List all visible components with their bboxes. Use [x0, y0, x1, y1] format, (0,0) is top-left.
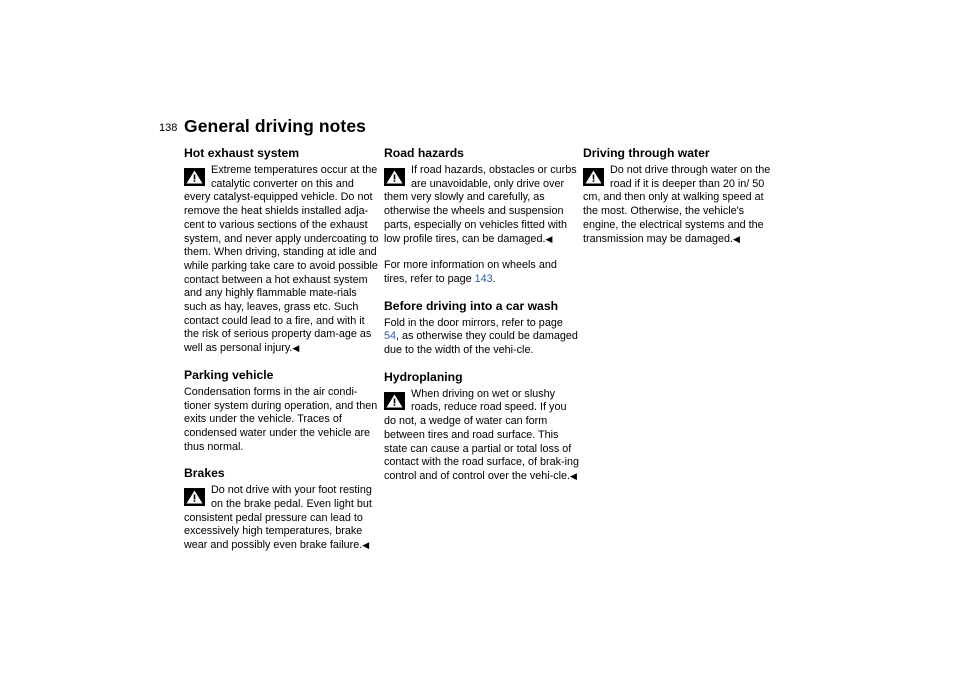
end-mark: ◀ [570, 470, 577, 481]
section-road-hazards [384, 146, 580, 287]
page-link-143[interactable]: 143 [474, 272, 493, 285]
heading-parking: Parking vehicle [184, 367, 274, 382]
warning-icon [384, 392, 405, 410]
heading-hot-exhaust: Hot exhaust system [184, 146, 300, 160]
end-mark: ◀ [362, 540, 370, 551]
end-mark: ◀ [545, 233, 553, 244]
warning-icon [384, 168, 405, 186]
column-left [184, 146, 380, 565]
warning-icon [184, 168, 205, 186]
section-hot-exhaust [184, 146, 380, 356]
text-parking: Condensation forms in the air condi-tioner system during operation, and then exits under the vehicle. Traces of condensed water under the vehicle are thus normal. [184, 385, 378, 453]
text-water: Do not drive through water on the road if it is deeper than 20 in/ 50 cm, and then only at walking speed at the most. Otherwise, the vehicle's engine, the electrical systems and the transmission may be damaged. [583, 164, 771, 245]
page-link-54[interactable]: 54 [384, 330, 397, 343]
text-car-wash [384, 317, 580, 358]
warning-hot-exhaust [184, 164, 380, 356]
text-road-hazards: If road hazards, obstacles or curbs are unavoidable, only drive over them very slowly and carefully, as otherwise the wheels and suspension parts, especially on vehicles fitted with low profile tires, can be damaged. [384, 164, 577, 245]
car-wash-suffix: , as otherwise they could be damaged due to the width of the vehi-cle. [384, 330, 578, 357]
warning-brakes [184, 484, 380, 553]
section-hydroplaning [384, 370, 580, 484]
page-number: 138 [159, 122, 178, 134]
car-wash-prefix: Fold in the door mirrors, refer to page [384, 316, 563, 329]
warning-icon [583, 168, 604, 186]
wheels-info-prefix: For more information on wheels and tires, refer to page [384, 259, 557, 285]
heading-road-hazards: Road hazards [384, 146, 464, 160]
page-title: General driving notes [184, 116, 367, 136]
section-water [583, 146, 779, 246]
heading-hydroplaning: Hydroplaning [384, 369, 463, 384]
text-wheels-info [384, 259, 580, 286]
warning-road-hazards [384, 164, 580, 246]
wheels-info-suffix: . [492, 272, 496, 285]
column-right [583, 146, 779, 258]
warning-icon [184, 488, 205, 506]
end-mark: ◀ [292, 343, 300, 354]
heading-water: Driving through water [583, 146, 710, 160]
section-brakes [184, 466, 380, 553]
heading-brakes: Brakes [184, 466, 225, 481]
text-brakes: Do not drive with your foot resting on the brake pedal. Even light but consistent pedal pressure can lead to excessively high temperatures, brake wear and possibly even brake failure. [184, 484, 372, 552]
column-middle [384, 146, 580, 496]
text-hot-exhaust: Extreme temperatures occur at the catalytic converter on this and every catalyst-equipped vehicle. Do not remove the heat shields installed adja-cent to various sections of the exhaust system, and never apply undercoating to them. When driving, standing at idle and while parking take care to avoid possible contact between a hot exhaust system and any highly flammable mate-rials such as hay, leaves, grass etc. Such contact could lead to a fire, and with it the risk of serious property dam-age as well as personal injury. [184, 164, 379, 355]
text-hydroplaning: When driving on wet or slushy roads, reduce road speed. If you do not, a wedge of water can form between tires and road surface. This state can cause a partial or total loss of contact with the road surface, of brak-ing control and of control over the vehi-cle. [384, 387, 580, 482]
warning-hydroplaning [384, 388, 580, 484]
heading-car-wash: Before driving into a car wash [384, 298, 559, 313]
end-mark: ◀ [733, 233, 740, 244]
section-parking [184, 368, 380, 455]
section-car-wash [384, 299, 580, 358]
warning-water [583, 164, 779, 246]
